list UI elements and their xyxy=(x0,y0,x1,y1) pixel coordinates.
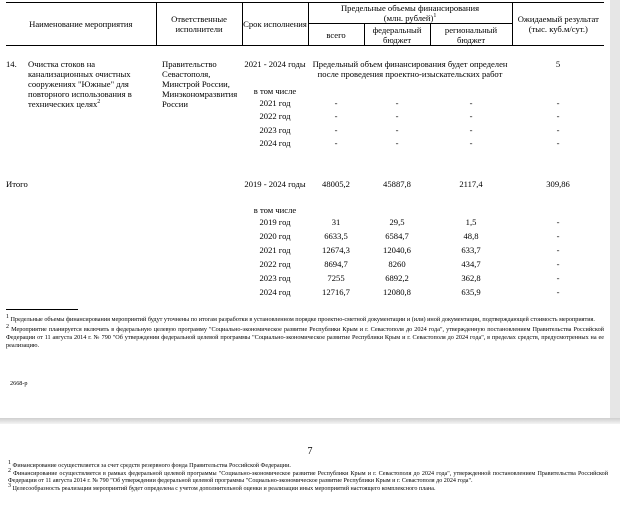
year: 2024 год xyxy=(259,138,291,148)
footnote-mark: 3 xyxy=(8,482,11,489)
grand-regional: 2117,4 xyxy=(459,178,483,189)
footnotes xyxy=(6,313,604,352)
footnote-text: Финансирование осуществляется за счет средств резервного фонда Правительства Российской Федерации. xyxy=(11,463,291,470)
result-value: - xyxy=(556,244,560,255)
header-funding-unit: (млн. рублей) xyxy=(383,13,434,23)
regional-value: 635,9 xyxy=(461,286,481,297)
header-federal: федеральный бюджет xyxy=(364,24,430,46)
footnote-ref: 2 xyxy=(97,99,101,106)
year: 2022 год xyxy=(259,258,291,269)
year: 2023 год xyxy=(259,272,291,283)
federal-value: - xyxy=(395,111,399,121)
executors: Правительство Севастополя, Минстрой России, Минэкономразвития России xyxy=(162,59,238,109)
year: 2021 год xyxy=(259,97,291,108)
table-row xyxy=(6,217,604,231)
footnote-2 xyxy=(6,323,604,350)
footnote-ref: 1 xyxy=(433,13,437,20)
regional-value: 362,8 xyxy=(461,272,481,283)
table-row xyxy=(6,245,604,259)
total-value: 12716,7 xyxy=(322,286,350,297)
footnote-divider xyxy=(6,309,78,310)
footnote-mark: 2 xyxy=(8,467,11,474)
header-funding xyxy=(308,3,512,24)
footnote-mark: 1 xyxy=(6,313,9,320)
footnote-1 xyxy=(8,460,608,471)
footnote-text: Целесообразность реализации мероприятий будет определена с учетом дополнительной оценки и реализации иных мероприятий настоящего комплексного плана. xyxy=(11,485,436,492)
result-value: - xyxy=(556,216,560,227)
total-value: - xyxy=(334,138,338,148)
footnote-text: Финансирование осуществляется в рамках федеральной целевой программы "Социально-экономическое развитие Республики Крым и г. Севастополя до 2024 года", утвержденной постановлением Правительства Российской Федерации от 11 августа 2014 г. № 790 "Об утверждении федеральной целевой программы "Социально-экономическое развитие Республики Крым и г. Севастополя до 2024 года". xyxy=(8,470,608,485)
footnote-1 xyxy=(6,313,604,324)
result-value: - xyxy=(556,138,560,148)
regional-value: - xyxy=(469,97,473,108)
table-row xyxy=(6,287,604,301)
expected-result: 5 xyxy=(555,59,561,69)
table-row xyxy=(6,259,604,273)
footnote-text: Предельные объемы финансирования мероприятий будут уточнены по итогам разработки в установленном порядке проектно-сметной документации и (или) иной документации, подтверждающей стоимость мероприятия. xyxy=(9,316,595,323)
year: 2020 год xyxy=(259,230,291,241)
total-value: - xyxy=(334,97,338,108)
total-label: Итого xyxy=(6,178,28,189)
result-value: - xyxy=(556,124,560,135)
header-regional: региональный бюджет xyxy=(430,24,512,46)
federal-value: 12080,8 xyxy=(383,286,411,297)
regional-value: - xyxy=(469,124,473,135)
total-value: 31 xyxy=(331,216,341,227)
total-value: - xyxy=(334,111,338,121)
total-period: 2019 - 2024 годы xyxy=(244,178,306,189)
result-value: - xyxy=(556,111,560,121)
result-value: - xyxy=(556,230,560,241)
regional-value: 434,7 xyxy=(461,258,481,269)
result-value: - xyxy=(556,258,560,269)
funding-note: Предельный объем финансирования будет определен после проведения проектно-изыскательских работ xyxy=(312,59,508,79)
header-result: Ожидаемый результат (тыс. куб.м/сут.) xyxy=(512,3,604,46)
year: 2024 год xyxy=(259,286,291,297)
grand-federal: 45887,8 xyxy=(383,178,411,189)
result-value: - xyxy=(556,286,560,297)
next-page xyxy=(0,424,620,513)
total-value: 6633,5 xyxy=(324,230,348,241)
footnote-mark: 2 xyxy=(6,323,9,330)
grand-total: 48005,2 xyxy=(322,178,350,189)
page-number: 7 xyxy=(307,446,313,457)
footnotes-page2 xyxy=(8,460,608,493)
regional-value: 48,8 xyxy=(463,230,479,241)
federal-value: 29,5 xyxy=(389,216,405,227)
federal-value: 12040,6 xyxy=(383,244,411,255)
total-value: - xyxy=(334,124,338,135)
row-index: 14. xyxy=(6,59,17,69)
document-number: 2668-р xyxy=(10,380,28,387)
including-label: в том числе xyxy=(253,85,297,96)
total-value: 8694,7 xyxy=(324,258,348,269)
header-funding-title: Предельные объемы финансирования xyxy=(340,3,480,13)
period: 2021 - 2024 годы xyxy=(244,59,306,69)
regional-value: 1,5 xyxy=(465,216,477,227)
federal-value: 8260 xyxy=(388,258,406,269)
page-gutter xyxy=(610,0,620,418)
header-deadline: Срок исполнения xyxy=(242,3,308,46)
federal-value: - xyxy=(395,97,399,108)
header-total: всего xyxy=(308,24,364,46)
table-row xyxy=(6,231,604,245)
federal-value: 6584,7 xyxy=(385,230,409,241)
result-value: - xyxy=(556,97,560,108)
federal-value: 6892,2 xyxy=(385,272,409,283)
measure-name-text: Очистка стоков на канализационных очистных сооружениях "Южные" для повторного использования в технических целях xyxy=(28,59,132,109)
total-value: 12674,3 xyxy=(322,244,350,255)
year: 2023 год xyxy=(259,124,291,135)
including-label: в том числе xyxy=(253,204,297,215)
header-name: Наименование мероприятия xyxy=(6,3,156,46)
regional-value: - xyxy=(469,111,473,121)
table-row xyxy=(6,273,604,287)
result-value: - xyxy=(556,272,560,283)
measure-name xyxy=(28,46,156,152)
year: 2021 год xyxy=(259,244,291,255)
footnote-2 xyxy=(8,467,608,486)
year: 2022 год xyxy=(259,111,291,121)
footnote-3 xyxy=(8,482,608,494)
year: 2019 год xyxy=(259,216,291,227)
footnote-mark: 1 xyxy=(8,460,11,466)
federal-value: - xyxy=(395,124,399,135)
grand-result: 309,86 xyxy=(546,178,570,189)
regional-value: 633,7 xyxy=(461,244,481,255)
total-value: 7255 xyxy=(327,272,345,283)
footnote-text: Мероприятие планируется включить в федеральную целевую программу "Социально-экономическое развитие Республики Крым и г. Севастополя до 2024 года", утвержденную постановлением Правительства Российской Федерации от 11 августа 2014 г. № 790 "Об утверждении федеральной целевой программы "Социально-экономическое развитие Республики Крым и г. Севастополя до 2024 года", в пределах средств, предусмотренных на ее реализацию. xyxy=(6,326,604,349)
regional-value: - xyxy=(469,138,473,148)
funding-table xyxy=(6,2,604,301)
header-executors: Ответственные исполнители xyxy=(156,3,242,46)
federal-value: - xyxy=(395,138,399,148)
